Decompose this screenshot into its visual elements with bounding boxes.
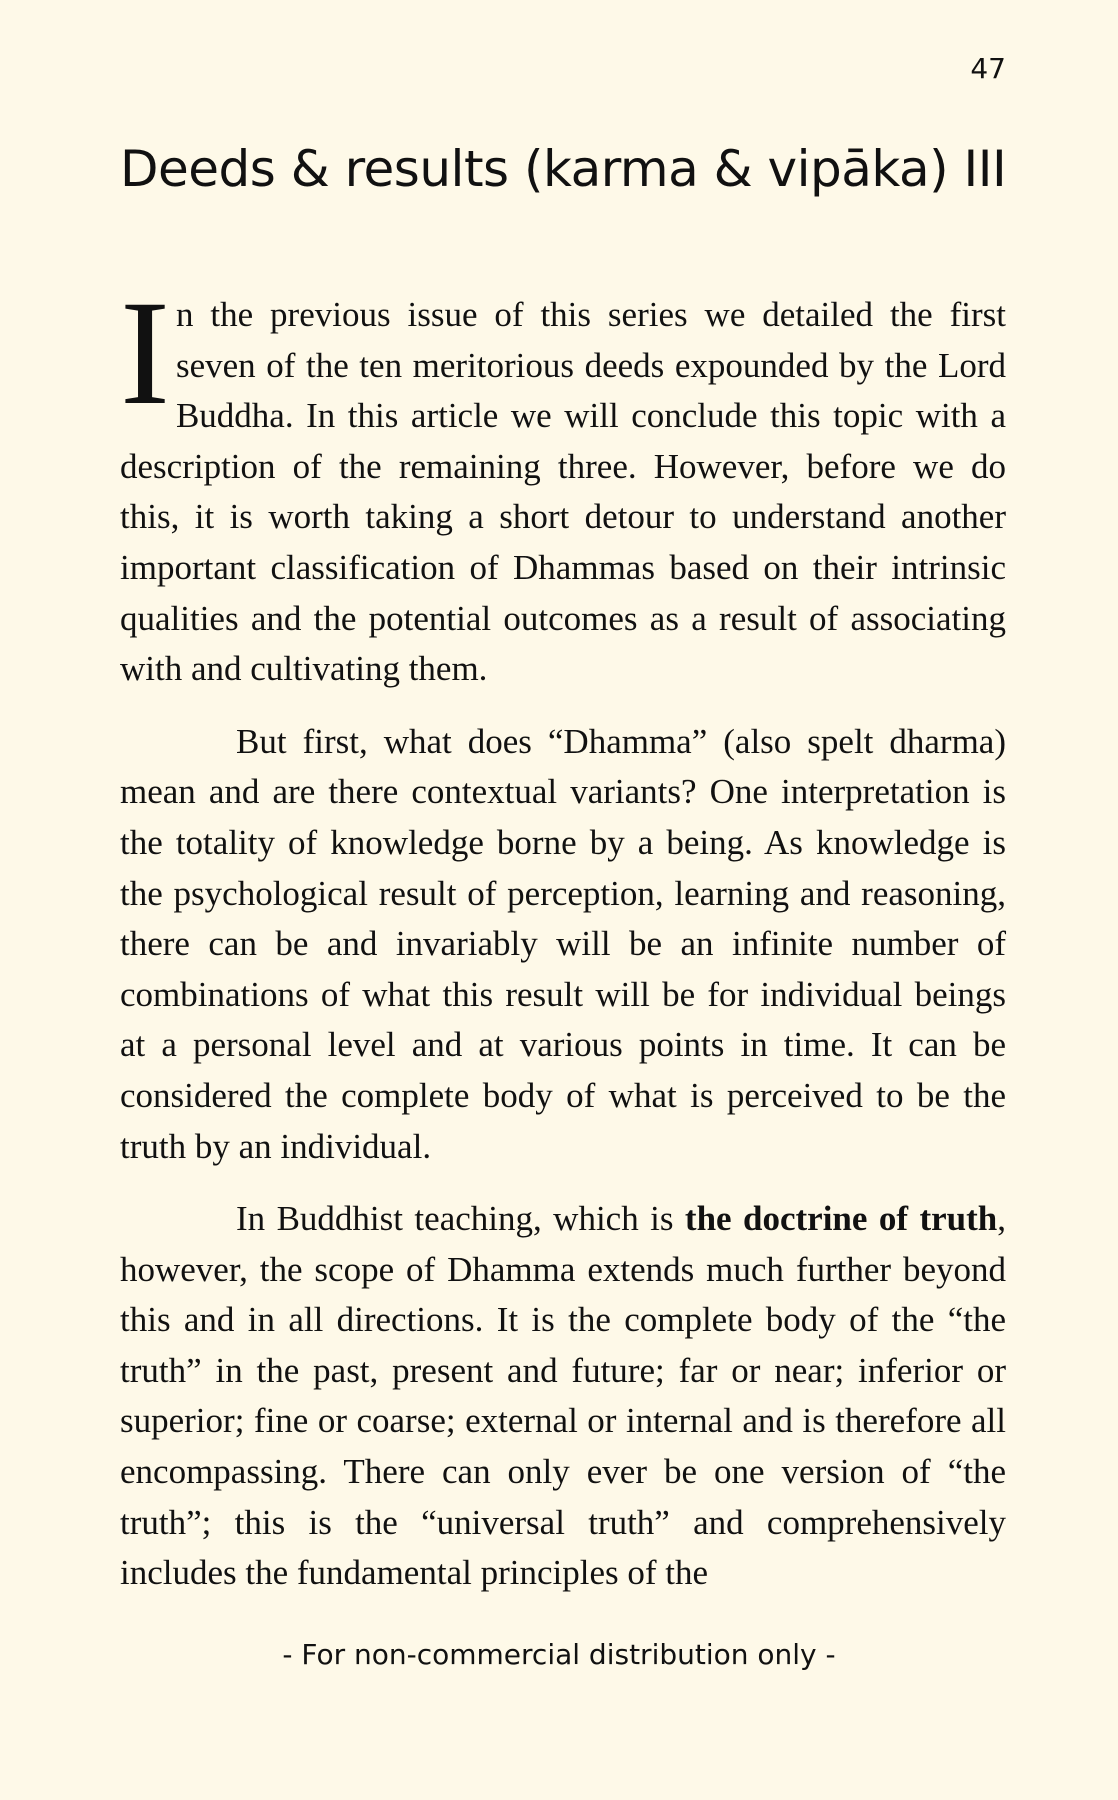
paragraph-3-lead: In Buddhist teaching, which is [236, 1199, 685, 1239]
paragraph-1 [120, 270, 1006, 695]
paragraph-2-text: But first, what does “Dhamma” (also spelt dharma) mean and are there contextual variants? One interpretation is the totality of knowledge borne by a being. As knowledge is the psychological result of perception, learning and reasoning, there can be and invariably will be an infinite number of combinations of what this result will be for individual beings at a personal level and at various points in time. It can be considered the complete body of what is perceived to be the truth by an individual. [120, 721, 1006, 1166]
article-title: Deeds & results (karma & vipāka) III [120, 140, 1007, 198]
paragraph-3 [120, 1194, 1006, 1599]
paragraph-3-bold-phrase: the doctrine of truth [684, 1199, 998, 1239]
page-number: 47 [970, 52, 1006, 85]
article-body [120, 270, 1006, 1621]
paragraph-2 [120, 717, 1006, 1172]
paragraph-1-text: n the previous issue of this series we detailed the first seven of the ten meritorious deeds expounded by the Lord Buddha. In this article we will conclude this topic with a description of the remaining three. However, before we do this, it is worth taking a short detour to understand another important classification of Dhammas based on their intrinsic qualities and the potential outcomes as a result of associating with and cultivating them. [120, 295, 1006, 689]
paragraph-3-text: , however, the scope of Dhamma extends much further beyond this and in all directions. It is the complete body of the “the truth” in the past, present and future; far or near; inferior or superior; fine or coarse; external or internal and is therefore all encompassing. There can only ever be one version of “the truth”; this is the “universal truth” and comprehensively includes the fundamental principles of the [120, 1199, 1006, 1593]
drop-cap: I [120, 270, 170, 436]
distribution-notice: - For non-commercial distribution only - [282, 1638, 836, 1671]
